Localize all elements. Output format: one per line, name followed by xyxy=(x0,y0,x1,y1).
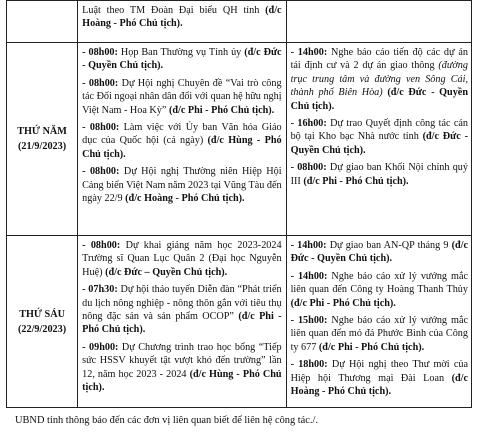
entry-time: - 08h00: xyxy=(82,47,118,58)
entry-text: Dự Chương trình trao học bổng “Tiếp sức HSSV khuyết tật vượt khó đến trường” lần 12, năm học 2023 - 2024 xyxy=(82,341,282,380)
morning-cell xyxy=(78,236,286,408)
entry-text: Nghe báo cáo tiến độ các dự án tái định cư và 2 dự án giao thông xyxy=(290,47,468,72)
entry-text: Dự trao Quyết định công tác cán bộ tại Kho bạc Nhà nước tỉnh xyxy=(290,118,469,143)
entry-time: - 14h00: xyxy=(290,270,328,282)
schedule-row xyxy=(7,43,472,236)
entry-owner: (đ/c Đức - Quyền Chủ tịch). xyxy=(290,131,468,156)
schedule-entry xyxy=(287,46,471,113)
entry-time: - 07h30: xyxy=(82,284,118,296)
schedule-row xyxy=(7,1,472,43)
entry-owner: (đ/c Đức - Quyền Chủ tịch). xyxy=(290,87,468,112)
entry-owner: (đ/c Hùng - Phó Chủ tịch). xyxy=(82,368,282,394)
entry-owner: (đ/c Phi - Phó Chủ tịch). xyxy=(303,175,409,187)
entry-owner: (đ/c Đức - Quyền Chủ tịch). xyxy=(82,47,282,72)
entry-owner: (đ/c Phi - Phó Chủ tịch). xyxy=(168,104,275,116)
entry-text: Dự Hội nghị Chuyên đề “Vai trò công tác Đối ngoại nhân dân đối với quan hệ hữu nghị Việt Nam - Hoa Kỳ” xyxy=(82,77,282,116)
entry-text: Họp Ban Thường vụ Tỉnh ủy xyxy=(117,47,245,58)
schedule-row xyxy=(7,236,472,408)
schedule-entry xyxy=(78,46,285,73)
schedule-entry xyxy=(287,270,471,310)
entry-time: - 08h00: xyxy=(82,77,119,89)
schedule-entry xyxy=(78,341,285,395)
schedule-entry xyxy=(78,283,285,337)
afternoon-cell xyxy=(286,236,471,408)
day-label: THỨ SÁU (22/9/2023) xyxy=(7,236,78,408)
entry-text: Dự hội thảo tuyến Diễn đàn “Phát triển du lịch nông nghiệp - nông thôn gắn với tiêu thụ nông đặc sản và sản phẩm OCOP” xyxy=(82,284,282,323)
morning-cell xyxy=(78,43,286,236)
entry-text: Làm việc với Ủy ban Văn hóa Giáo dục của Quốc hội (cả ngày) xyxy=(82,122,282,147)
entry-time: - 08h00: xyxy=(82,240,121,251)
entry-time: - 14h00: xyxy=(290,47,328,58)
afternoon-cell xyxy=(286,43,471,236)
entry-text: Dự Hội nghị Thường niên Hiệp Hội Cảng biển Việt Nam năm 2023 tại Vũng Tàu đến ngày 22/9 xyxy=(82,166,282,205)
entry-text: Dự khai giảng năm học 2023-2024 Trường sĩ Quan Lục Quân 2 (Đại học Nguyễn Huệ) xyxy=(82,240,282,278)
schedule-entry xyxy=(78,121,285,161)
entry-text: Nghe báo cáo xử lý vướng mắc liên quan đến Công ty Hoàng Thanh Thủy xyxy=(290,270,468,296)
entry-time: - 16h00: xyxy=(290,118,327,130)
footer-note: UBND tỉnh thông báo đến các đơn vị liên quan biết để liên hệ công tác./. xyxy=(15,415,318,426)
entry-text: Nghe báo cáo xử lý vướng mắc liên quan đến mỏ đá Phước Bình của Công ty 677 xyxy=(290,315,468,353)
entry-time: - 18h00: xyxy=(290,359,328,371)
schedule-entry xyxy=(78,239,285,279)
entry-time: - 14h00: xyxy=(290,240,327,251)
day-cell xyxy=(7,1,78,43)
entry-text: Dự Hội nghị theo Thư mời của Hiệp hội Thương mại Đài Loan xyxy=(290,359,468,384)
entry-text: Dự giao ban Khối Nội chính quý III xyxy=(290,162,468,187)
entry-time: - 08h00: xyxy=(82,122,120,134)
schedule-entry xyxy=(78,77,285,117)
schedule-entry xyxy=(287,358,471,398)
entry-owner: (đ/c Đức – Quyền Chủ tịch). xyxy=(105,266,228,278)
entry-location: (đường trục trung tâm và đường ven Sông Cái, thành phố Biên Hòa) xyxy=(290,60,468,99)
schedule-entry xyxy=(78,4,285,31)
entry-owner: (đ/c Hoàng - Phó Chủ tịch). xyxy=(125,193,245,205)
afternoon-cell xyxy=(286,1,471,43)
entry-owner: (đ/c Phi - Phó Chủ tịch). xyxy=(82,311,282,336)
entry-owner: (đ/c Phi - Phó Chủ tịch). xyxy=(318,341,425,353)
schedule-entry xyxy=(287,161,471,188)
entry-time: - 15h00: xyxy=(290,315,328,327)
schedule-table xyxy=(6,0,472,408)
entry-text: Luật theo TM Đoàn Đại biểu QH tỉnh xyxy=(82,5,266,16)
schedule-entry xyxy=(287,117,471,157)
entry-text: Dự giao ban AN-QP tháng 9 xyxy=(326,240,452,251)
schedule-entry xyxy=(78,165,285,205)
morning-cell xyxy=(78,1,286,43)
schedule-entry xyxy=(287,314,471,354)
day-label: THỨ NĂM (21/9/2023) xyxy=(7,43,78,236)
entry-owner: (đ/c Phi - Phó Chủ tịch). xyxy=(290,297,396,309)
entry-owner: (đ/c Đức - Quyền Chủ tịch). xyxy=(290,240,468,265)
entry-time: - 08h00: xyxy=(290,162,327,174)
entry-time: - 09h00: xyxy=(82,341,119,353)
entry-owner: (đ/c Hoàng - Phó Chủ tịch). xyxy=(82,5,282,30)
schedule-entry xyxy=(287,239,471,266)
entry-owner: (đ/c Hoàng - Phó Chủ tịch). xyxy=(290,372,468,398)
entry-owner: (đ/c Hùng - Phó Chủ tịch). xyxy=(82,135,282,160)
entry-time: - 08h00: xyxy=(82,166,120,178)
